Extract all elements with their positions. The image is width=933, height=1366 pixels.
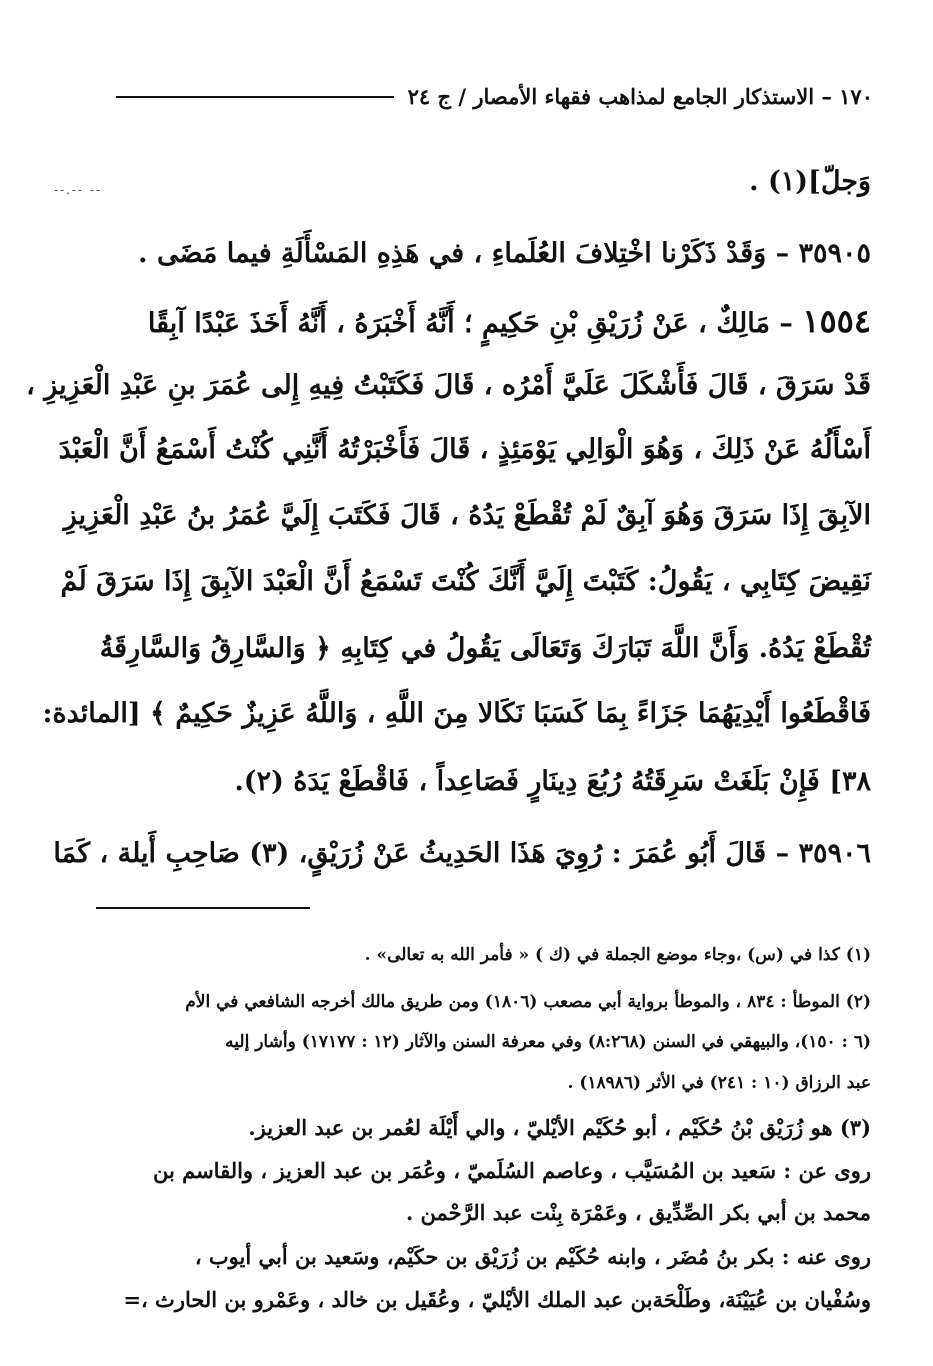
hadith-line: ٣٨] فَإِنْ بَلَغَتْ سَرِقَتُهُ رُبُعَ دِينَارٍ فَصَاعِداً ، فَاقْطَعْ يَدَهُ (٢). [234, 766, 871, 797]
page-number: ١٧٠ [839, 84, 873, 109]
paragraph-text: وَقَدْ ذَكَرْنا اخْتِلافَ العُلَماءِ ، في هَذِهِ المَسْأَلَةِ فيما مَضَى . [138, 238, 767, 269]
footnote-2-line: عبد الرزاق (١٠ : ٢٤١) في الأثر (١٨٩٨٦) . [567, 1073, 871, 1093]
paragraph-number: ٣٥٩٠٥ [798, 238, 871, 269]
paragraph-35906: ٣٥٩٠٦ – قَالَ أَبُو عُمَرَ : رُوِيَ هَذَا الحَدِيثُ عَنْ زُرَيْقٍ، (٣) صَاحِبِ أَيلة ، كَمَا [53, 838, 871, 869]
hadith-number: ١٥٥٤ [802, 302, 871, 340]
footnote-2-line: (٦ : ١٥٠)، والبيهقي في السنن (٨:٢٦٨) وفي معرفة السنن والآثار (١٢ : ١٧١٧٧) وأشار إليه [225, 1032, 871, 1052]
rawa-an-label: روى عن [798, 1158, 871, 1183]
paragraph-text: : رُوِيَ هَذَا الحَدِيثُ عَنْ زُرَيْقٍ، (٣) صَاحِبِ أَيلة ، كَمَا [53, 838, 622, 869]
hadith-line: قَدْ سَرَقَ ، قَالَ فَأَشْكَلَ عَلَيَّ أَمْرُه ، قَالَ فَكَتَبْتُ فِيهِ إِلى عُمَرَ بنِ عَبْدِ الْعَزِيزِ ، [26, 370, 871, 401]
hadith-line: نَقِيضَ كِتَابِي ، يَقُولُ: كَتَبْتَ إِلَيَّ أَنَّكَ كُنْتَ تَسْمَعُ أَنَّ الْعَبْدَ الآبِقَ إِذَا سَرَقَ لَمْ [60, 566, 871, 597]
hadith-line: فَاقْطَعُوا أَيْدِيَهُمَا جَزَاءً بِمَا كَسَبَا نَكَالا مِنَ اللَّهِ ، وَاللَّهُ عَزِيزٌ حَكِيمٌ ﴾ [المائدة: [42, 698, 871, 729]
footnote-3-rawa-anhu-cont: وسُفْيان بن عُيَيْنَة، وطَلْحَةبن عبد الملك الأيْليّ ، وعُقَيل بن خالد ، وعَمْرو بن الحارث ،= [123, 1287, 871, 1312]
footnote-3-rawa-an-cont: محمد بن أبي بكر الصِّدِّيق ، وعَمْرَة بِنْت عبد الرَّحْمن . [405, 1200, 871, 1225]
footnote-3-intro: (٣) هو زُرَيْق بْنُ حُكَيْم ، أبو حُكَيْم الأيْليّ ، والي أَيْلَة لعُمر بن عبد العزيز. [248, 1115, 871, 1140]
margin-mark: --.-- -- [54, 183, 102, 197]
hadith-line: تُقْطَعْ يَدُهُ. وَأَنَّ اللَّهَ تَبَارَكَ وَتَعَالَى يَقُولُ في كِتَابِهِ ﴿ وَالسَّارِقُ وَالسَّارِقَةُ [99, 633, 871, 664]
footnotes [26, 0, 871, 1366]
hadith-line: الآبِقَ إِذَا سَرَقَ وَهُوَ آبِقٌ لَمْ تُقْطَعْ يَدُهُ ، قَالَ فَكَتَبَ إِلَيَّ عُمَرُ بنُ عَبْدِ الْعَزِيزِ [63, 500, 871, 531]
continuation-line: وَجلّ](١) . [749, 166, 871, 197]
footnote-3-rawa-anhu: روى عنه : بكر بنُ مُضَر ، وابنه حُكَيْم بن زُرَيْق بن حكَيْم، وسَعيد بن أبي أيوب ، [194, 1244, 871, 1269]
hadith-text: مَالِكٌ ، عَنْ زُرَيْقِ بْنِ حَكِيمٍ ؛ أَنَّهُ أَخْبَرَهُ ، أَنَّهُ أَخَذَ عَبْدًا آبِقًا [147, 308, 770, 339]
header-title: الاستذكار الجامع لمذاهب فقهاء الأمصار / ج ٢٤ [407, 84, 815, 109]
hadith-line: ١٥٥٤ – مَالِكٌ ، عَنْ زُرَيْقِ بْنِ حَكِيمٍ ؛ أَنَّهُ أَخْبَرَهُ ، أَنَّهُ أَخَذَ عَبْدًا آبِقًا [147, 302, 871, 340]
footnote-2-line: (٢) الموطأ : ٨٣٤ ، والموطأ برواية أبي مصعب (١٨٠٦) ومن طريق مالك أخرجه الشافعي في الأم [185, 992, 871, 1012]
paragraph-35905: ٣٥٩٠٥ – وَقَدْ ذَكَرْنا اخْتِلافَ العُلَماءِ ، في هَذِهِ المَسْأَلَةِ فيما مَضَى . [138, 238, 871, 269]
running-header: ١٧٠ – الاستذكار الجامع لمذاهب فقهاء الأمصار / ج ٢٤ [116, 84, 873, 109]
paragraph-number: ٣٥٩٠٦ [798, 838, 871, 869]
footnote-3-rawa-an: روى عن : سَعيد بن المُسَيَّب ، وعاصم السُلَميّ ، وعُمَر بن عبد العزيز ، والقاسم بن [152, 1158, 871, 1183]
hadith-line: أَسْأَلُهُ عَنْ ذَلِكَ ، وَهُوَ الْوَالِي يَوْمَئِذٍ ، قَالَ فَأَخْبَرْتُهُ أَنَّنِي كُنْتُ أَسْمَعُ أَنَّ الْعَبْدَ [58, 434, 871, 465]
footnote-1: (١) كذا في (س) ،وجاء موضع الجملة في (ك ) « فأمر الله به تعالى» . [364, 945, 871, 965]
speaker-name: قَالَ أَبُو عُمَرَ [631, 838, 767, 869]
rawa-anhu-label: روى عنه [796, 1244, 871, 1269]
